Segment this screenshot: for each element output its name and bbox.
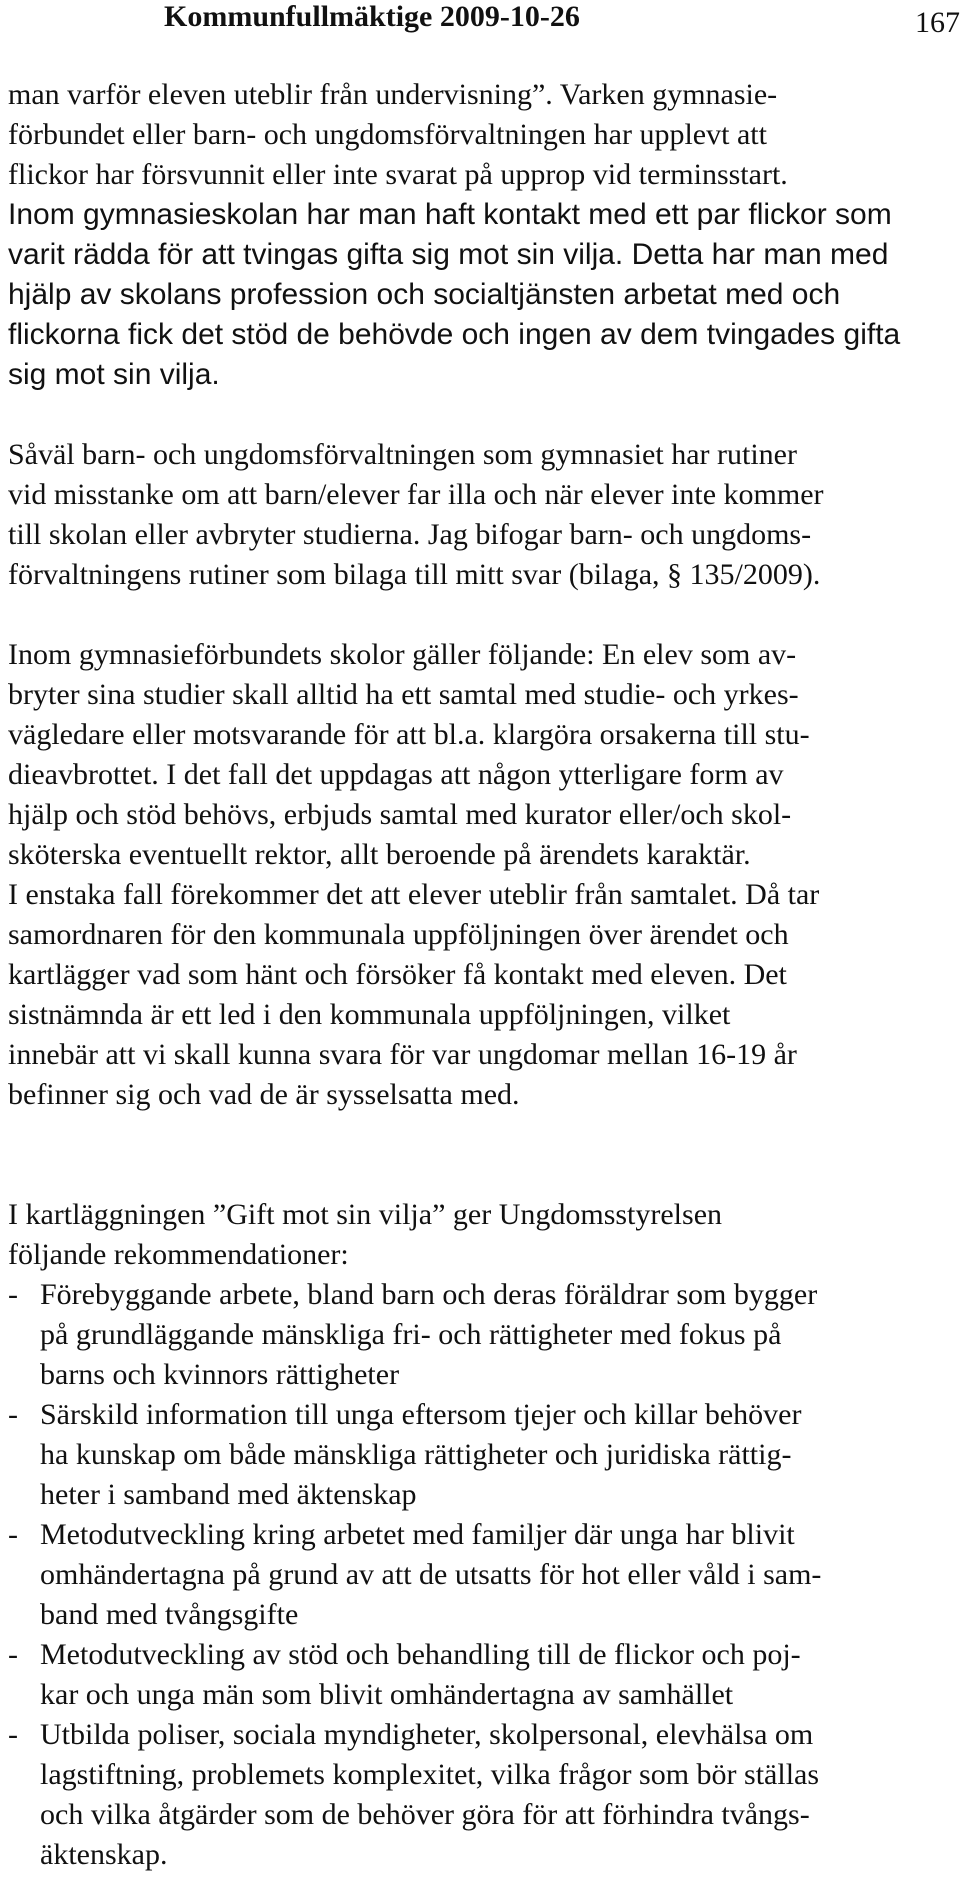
- paragraph-4: [8, 1195, 958, 1875]
- list-item: [8, 1635, 958, 1715]
- text-line: följande rekommendationer:: [8, 1238, 349, 1271]
- text-line: flickor har försvunnit eller inte svarat på upprop vid terminsstart.: [8, 158, 788, 191]
- text-line: vägledare eller motsvarande för att bl.a. klargöra orsakerna till stu-: [8, 718, 810, 751]
- text-line: sistnämnda är ett led i den kommunala uppföljningen, vilket: [8, 998, 731, 1031]
- text-line: omhändertagna på grund av att de utsatts för hot eller våld i sam-: [40, 1558, 822, 1591]
- text-line: barns och kvinnors rättigheter: [40, 1358, 400, 1391]
- text-line: hjälp av skolans profession och socialtjänsten arbetat med och: [8, 278, 841, 311]
- paragraph-3: [8, 635, 958, 1115]
- list-bullet: -: [8, 1518, 18, 1551]
- text-line: Förebyggande arbete, bland barn och deras föräldrar som bygger: [40, 1278, 818, 1311]
- text-line: kar och unga män som blivit omhändertagna av samhället: [40, 1678, 734, 1711]
- text-line: äktenskap.: [40, 1838, 168, 1871]
- text-line: Metodutveckling av stöd och behandling till de flickor och poj-: [40, 1638, 801, 1671]
- text-line: ha kunskap om både mänskliga rättigheter och juridiska rättig-: [40, 1438, 792, 1471]
- text-line: Utbilda poliser, sociala myndigheter, skolpersonal, elevhälsa om: [40, 1718, 814, 1751]
- text-line: bryter sina studier skall alltid ha ett samtal med studie- och yrkes-: [8, 678, 799, 711]
- list-bullet: -: [8, 1638, 18, 1671]
- text-line: till skolan eller avbryter studierna. Jag bifogar barn- och ungdoms-: [8, 518, 812, 551]
- list-item: [8, 1395, 958, 1515]
- list-item: [8, 1715, 958, 1875]
- text-line: varit rädda för att tvingas gifta sig mot sin vilja. Detta har man med: [8, 238, 889, 271]
- text-line: förbundet eller barn- och ungdomsförvaltningen har upplevt att: [8, 118, 767, 151]
- paragraph-1-continued: [8, 195, 958, 395]
- header-title: Kommunfullmäktige 2009-10-26: [164, 0, 580, 33]
- text-line: på grundläggande mänskliga fri- och rättigheter med fokus på: [40, 1318, 782, 1351]
- text-line: och vilka åtgärder som de behöver göra för att förhindra tvångs-: [40, 1798, 810, 1831]
- text-line: dieavbrottet. I det fall det uppdagas att någon ytterligare form av: [8, 758, 784, 791]
- text-line: kartlägger vad som hänt och försöker få kontakt med eleven. Det: [8, 958, 787, 991]
- text-line: Särskild information till unga eftersom tjejer och killar behöver: [40, 1398, 802, 1431]
- text-line: Inom gymnasieförbundets skolor gäller följande: En elev som av-: [8, 638, 797, 671]
- page-number: 167: [915, 6, 960, 39]
- text-line: Metodutveckling kring arbetet med familjer där unga har blivit: [40, 1518, 795, 1551]
- list-item: [8, 1515, 958, 1635]
- text-line: Inom gymnasieskolan har man haft kontakt med ett par flickor som: [8, 198, 892, 231]
- text-line: I kartläggningen ”Gift mot sin vilja” ger Ungdomsstyrelsen: [8, 1198, 723, 1231]
- list-item: [8, 1275, 958, 1395]
- text-line: man varför eleven uteblir från undervisning”. Varken gymnasie-: [8, 78, 778, 111]
- text-line: vid misstanke om att barn/elever far illa och när elever inte kommer: [8, 478, 824, 511]
- text-line: förvaltningens rutiner som bilaga till mitt svar (bilaga, § 135/2009).: [8, 558, 821, 591]
- list-bullet: -: [8, 1398, 18, 1431]
- text-line: band med tvångsgifte: [40, 1598, 299, 1631]
- text-line: samordnaren för den kommunala uppföljningen över ärendet och: [8, 918, 789, 951]
- text-line: sig mot sin vilja.: [8, 358, 220, 391]
- paragraph-1: [8, 75, 958, 195]
- text-line: I enstaka fall förekommer det att elever uteblir från samtalet. Då tar: [8, 878, 820, 911]
- text-line: hjälp och stöd behövs, erbjuds samtal med kurator eller/och skol-: [8, 798, 792, 831]
- text-line: sköterska eventuellt rektor, allt beroende på ärendets karaktär.: [8, 838, 751, 871]
- text-line: flickorna fick det stöd de behövde och ingen av dem tvingades gifta: [8, 318, 901, 351]
- text-line: Såväl barn- och ungdomsförvaltningen som gymnasiet har rutiner: [8, 438, 797, 471]
- text-line: lagstiftning, problemets komplexitet, vilka frågor som bör ställas: [40, 1758, 820, 1791]
- text-line: innebär att vi skall kunna svara för var ungdomar mellan 16-19 år: [8, 1038, 797, 1071]
- text-line: heter i samband med äktenskap: [40, 1478, 417, 1511]
- text-line: befinner sig och vad de är sysselsatta med.: [8, 1078, 520, 1111]
- paragraph-2: [8, 435, 958, 595]
- list-bullet: -: [8, 1718, 18, 1751]
- list-bullet: -: [8, 1278, 18, 1311]
- page-header: [8, 0, 960, 40]
